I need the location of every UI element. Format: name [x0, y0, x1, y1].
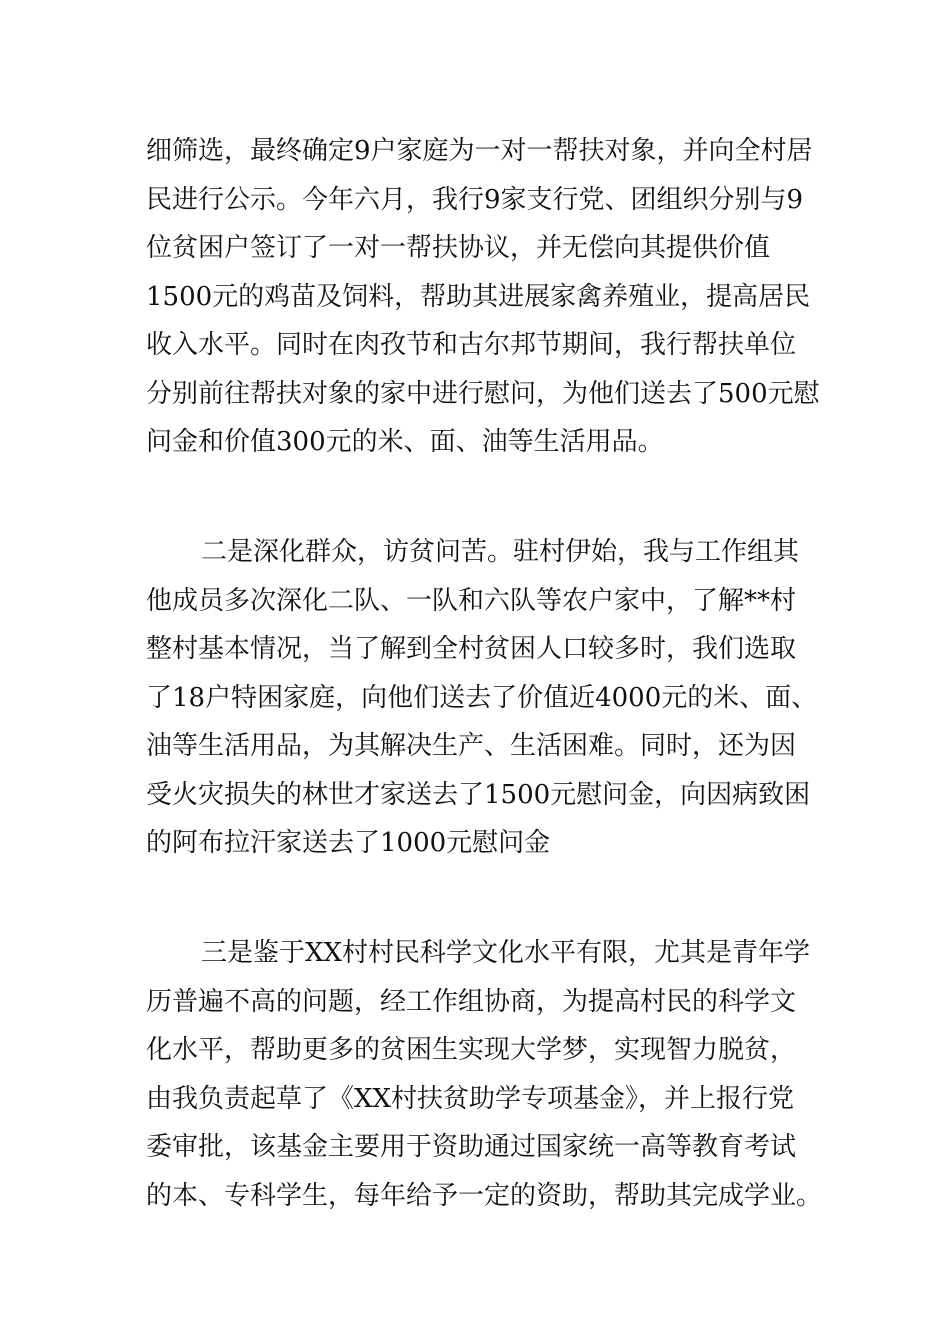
text-line: 他成员多次深化二队、一队和六队等农户家中，了解**村 [146, 585, 797, 616]
text-line: 委审批，该基金主要用于资助通过国家统一高等教育考试 [146, 1132, 797, 1162]
text-line: 油等生活用品，为其解决生产、生活困难。同时，还为因 [146, 731, 797, 761]
text-line: 民进行公示。今年六月，我行9家支行党、团组织分别与9 [146, 184, 804, 215]
text-line: 受火灾损失的林世才家送去了1500元慰问金，向因病致困 [146, 779, 811, 810]
text-line-first: 二是深化群众，访贫问苦。驻村伊始，我与工作组其 [201, 537, 800, 567]
text-line: 历普遍不高的问题，经工作组协商，为提高村民的科学文 [146, 986, 797, 1017]
text-line: 收入水平。同时在肉孜节和古尔邦节期间，我行帮扶单位 [146, 330, 797, 360]
text-line: 由我负责起草了《XX村扶贫助学专项基金》，并上报行党 [146, 1083, 795, 1114]
text-line: 的阿布拉汗家送去了1000元慰问金 [146, 828, 551, 858]
paragraph-2 [146, 528, 816, 868]
text-line: 的本、专科学生，每年给予一定的资助，帮助其完成学业。 [146, 1180, 823, 1211]
text-line: 1500元的鸡苗及饲料，帮助其进展家禽养殖业，提高居民 [146, 281, 811, 312]
text-line: 细筛选，最终确定9户家庭为一对一帮扶对象，并向全村居 [146, 136, 813, 166]
paragraph-3 [146, 929, 823, 1220]
text-line: 位贫困户签订了一对一帮扶协议，并无偿向其提供价值 [146, 233, 771, 263]
text-line: 分别前往帮扶对象的家中进行慰问，为他们送去了500元慰 [146, 378, 820, 409]
text-line-first: 三是鉴于XX村村民科学文化水平有限，尤其是青年学 [201, 938, 811, 968]
paragraph-1 [146, 127, 820, 467]
text-line: 了18户特困家庭，向他们送去了价值近4000元的米、面、 [146, 682, 818, 713]
text-line: 整村基本情况，当了解到全村贫困人口较多时，我们选取 [146, 634, 797, 664]
text-line: 化水平，帮助更多的贫困生实现大学梦，实现智力脱贫， [146, 1035, 797, 1065]
text-line: 问金和价值300元的米、面、油等生活用品。 [146, 427, 664, 457]
